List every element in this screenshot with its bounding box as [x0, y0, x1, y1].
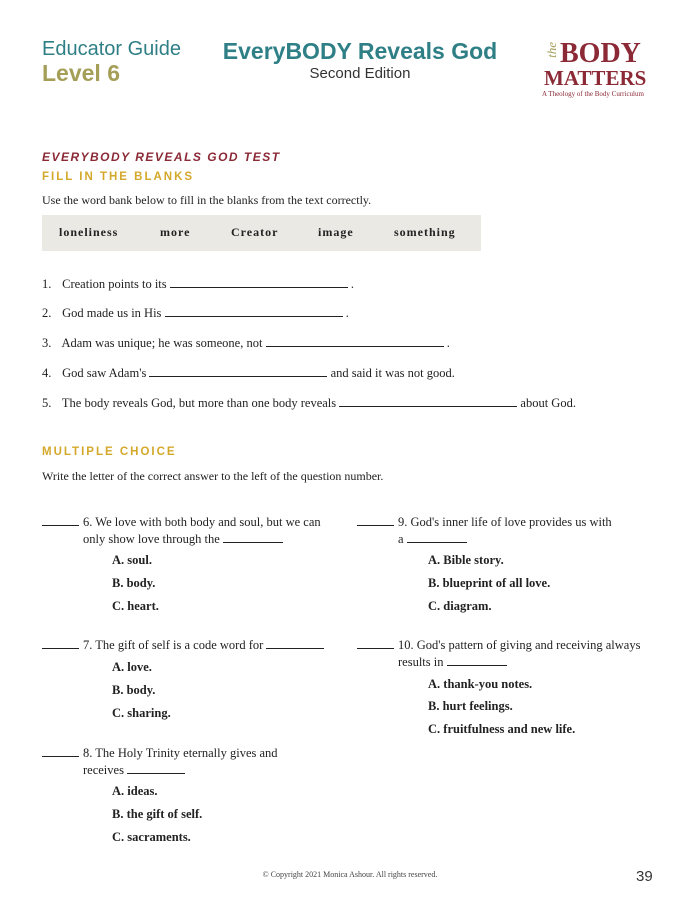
body-matters-logo: [538, 38, 668, 98]
item-number: 1.: [42, 277, 52, 291]
fill-in-item-1: [42, 277, 354, 292]
option: B. blueprint of all love.: [428, 576, 551, 590]
test-title: EVERYBODY REVEALS GOD TEST: [42, 150, 281, 164]
option: C. sacraments.: [112, 830, 191, 844]
word-bank-item: Creator: [231, 225, 279, 239]
item-text: The body reveals God, but more than one body reveals: [61, 396, 337, 410]
question-number: 8.: [83, 746, 93, 760]
answer-blank[interactable]: [42, 638, 79, 649]
option: C. fruitfulness and new life.: [428, 722, 576, 736]
question-text-line2: a: [398, 532, 404, 546]
question-number: 10.: [398, 638, 414, 652]
fill-in-heading: FILL IN THE BLANKS: [42, 171, 195, 183]
logo-tagline: A Theology of the Body Curriculum: [542, 90, 644, 98]
question-text-line2: receives: [83, 763, 124, 777]
fill-in-item-3: [42, 336, 450, 351]
question-6: [42, 514, 332, 548]
option: A. ideas.: [112, 784, 158, 798]
word-bank-item: image: [318, 225, 354, 239]
level-label: Level 6: [42, 60, 120, 86]
guide-label: Educator Guide: [42, 38, 181, 60]
fill-in-item-5: [42, 396, 576, 411]
answer-blank[interactable]: [42, 515, 79, 526]
item-text-after: and said it was not good.: [330, 366, 455, 380]
option: C. heart.: [112, 599, 159, 613]
option: A. thank-you notes.: [428, 677, 533, 691]
fill-in-instruction: Use the word bank below to fill in the blanks from the text correctly.: [42, 193, 372, 207]
answer-blank[interactable]: [339, 396, 517, 407]
option: B. hurt feelings.: [428, 699, 513, 713]
question-blank: [407, 532, 467, 543]
question-text: The Holy Trinity eternally gives and: [95, 746, 278, 760]
multiple-choice-instruction: Write the letter of the correct answer to the left of the question number.: [42, 469, 384, 483]
option: A. soul.: [112, 553, 152, 567]
question-blank: [447, 655, 507, 666]
logo-matters: MATTERS: [544, 66, 647, 90]
item-text-after: .: [345, 306, 349, 320]
answer-blank[interactable]: [357, 638, 394, 649]
item-number: 5.: [42, 396, 52, 410]
option: B. body.: [112, 576, 156, 590]
item-text-after: .: [350, 277, 355, 291]
item-text: God saw Adam's: [62, 366, 147, 380]
question-blank: [223, 532, 283, 543]
question-text: The gift of self is a code word for: [95, 638, 264, 652]
item-text: Creation points to its: [62, 277, 167, 291]
question-blank: [127, 763, 185, 774]
option: B. the gift of self.: [112, 807, 203, 821]
question-text: We love with both body and soul, but we can: [95, 515, 321, 529]
question-text: God's pattern of giving and receiving always: [416, 638, 641, 652]
page-number: 39: [636, 868, 653, 885]
item-number: 3.: [42, 336, 52, 350]
word-bank: [42, 215, 481, 251]
edition-label: Second Edition: [309, 65, 411, 82]
page-title: EveryBODY Reveals God: [222, 38, 498, 64]
question-text-line2: only show love through the: [83, 532, 220, 546]
question-text-line2: results in: [398, 655, 444, 669]
question-number: 9.: [398, 515, 408, 529]
fill-in-item-4: [42, 366, 455, 381]
item-text: God made us in His: [62, 306, 162, 320]
answer-blank[interactable]: [170, 277, 348, 288]
question-7: [42, 637, 332, 654]
item-text: Adam was unique; he was someone, not: [61, 336, 263, 350]
option: C. sharing.: [112, 706, 171, 720]
question-8: [42, 745, 332, 779]
word-bank-item: something: [394, 225, 456, 239]
option: B. body.: [112, 683, 156, 697]
question-number: 7.: [83, 638, 93, 652]
item-number: 2.: [42, 306, 52, 320]
question-10: [357, 637, 677, 671]
answer-blank[interactable]: [357, 515, 394, 526]
option: A. Bible story.: [428, 553, 504, 567]
option: C. diagram.: [428, 599, 492, 613]
question-number: 6.: [83, 515, 93, 529]
multiple-choice-heading: MULTIPLE CHOICE: [42, 446, 177, 458]
answer-blank[interactable]: [42, 746, 79, 757]
question-blank: [266, 638, 324, 649]
answer-blank[interactable]: [266, 336, 444, 347]
item-number: 4.: [42, 366, 52, 380]
answer-blank[interactable]: [149, 366, 327, 377]
fill-in-item-2: [42, 306, 349, 321]
question-text: God's inner life of love provides us with: [410, 515, 612, 529]
question-9: [357, 514, 657, 548]
logo-body: BODY: [560, 38, 641, 69]
word-bank-item: more: [160, 225, 191, 239]
word-bank-item: loneliness: [59, 225, 119, 239]
logo-the: the: [544, 42, 559, 58]
answer-blank[interactable]: [165, 306, 343, 317]
item-text-after: .: [446, 336, 450, 350]
option: A. love.: [112, 660, 152, 674]
copyright: © Copyright 2021 Monica Ashour. All rights reserved.: [262, 870, 438, 879]
item-text-after: about God.: [520, 396, 576, 410]
